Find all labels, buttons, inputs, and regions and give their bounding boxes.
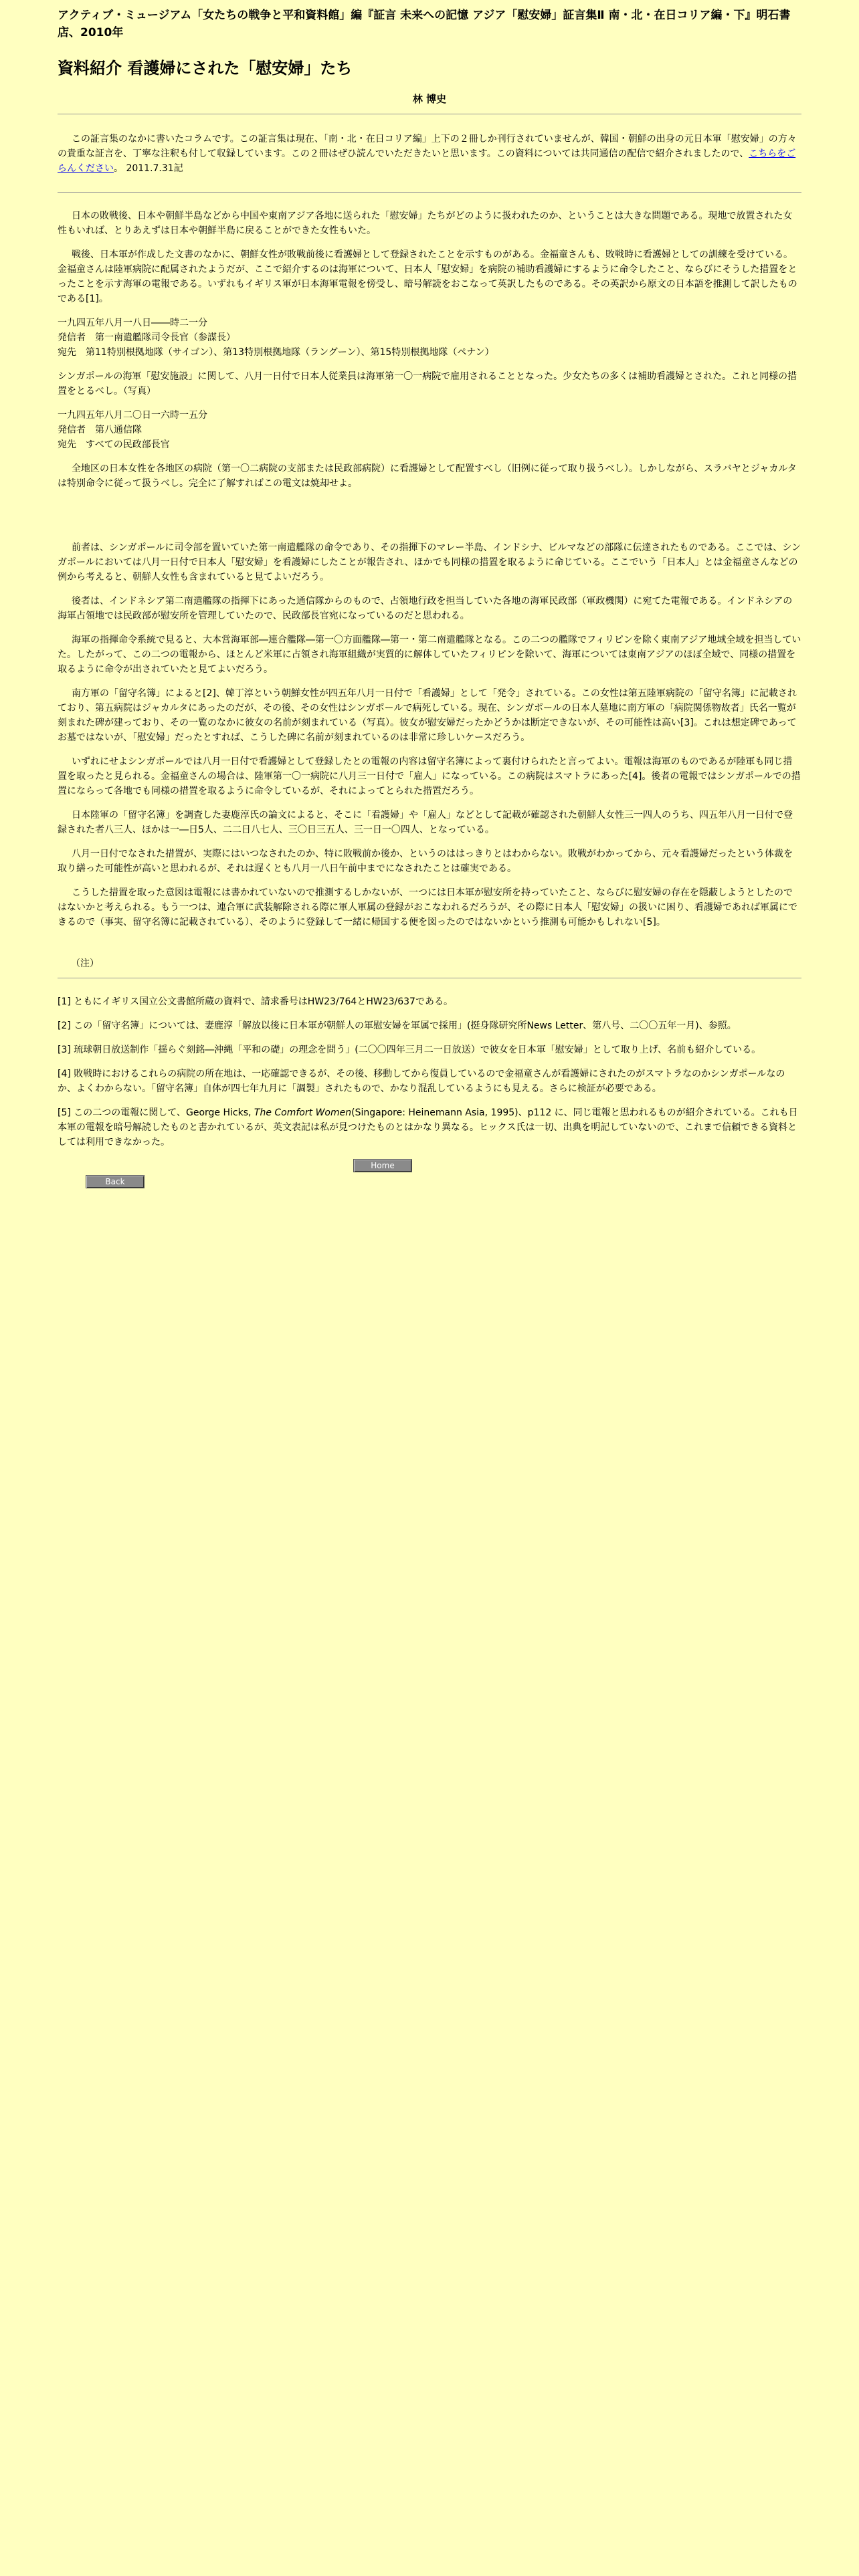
source-citation: アクティブ・ミュージアム「女たちの戦争と平和資料館」編『証言 未来への記憶 アジア「慰安婦」証言集Ⅱ 南・北・在日コリア編・下』明石書店、2010年 (58, 9, 791, 39)
notes-heading: （注） (71, 958, 99, 969)
paragraph-3: 前者は、シンガポールに司令部を置いていた第一南遣艦隊の命令であり、その指揮下のマレー半島、インドシナ、ビルマなどの部隊に伝達されたものである。ここでは、シンガポールにおいては八月一日付で日本人「慰安婦」を看護婦にしたことが報告され、ほかでも同様の措置を取るように命じている。ここでいう「日本人」とは金福童さんなどの例から考えると、朝鮮人女性も含まれていると見てよいだろう。 (58, 542, 801, 582)
intro-paragraph (58, 132, 801, 176)
paragraph-10: こうした措置を取った意図は電報には書かれていないので推測するしかないが、一つには日本軍が慰安所を持っていたこと、ならびに慰安婦の存在を隠蔽しようとしたのではないかと考えられる。もう一つは、連合軍に武装解除される際に軍人軍属の登録がおこなわれるだろうが、その際に日本人「慰安婦」の扱いに困り、看護婦であれば軍属にできるので（事実、留守名簿に記載されている）、そのように登録して一緒に帰国する便を図ったのではないかという推測も可能かもしれない[5]。 (58, 887, 797, 928)
kyodo-article-link[interactable]: こちらをごらんください (58, 148, 796, 174)
paragraph-1: 日本の敗戦後、日本や朝鮮半島などから中国や東南アジア各地に送られた「慰安婦」たちがどのように扱われたのか、ということは大きな問題である。現地で放置された女性もいれば、とりあえずは日本や朝鮮半島に戻ることができた女性もいた。 (58, 211, 793, 236)
paragraph-8: 日本陸軍の「留守名簿」を調査した妻鹿淳氏の論文によると、そこに「看護婦」や「雇人」などとして記載が確認された朝鮮人女性三一四人のうち、四五年八月一日付で登録された者八三人、ほかは一―日5人、二二日八七人、三〇日三五人、三一日一〇四人、となっている。 (58, 810, 793, 835)
page-title: 資料紹介 看護婦にされた「慰安婦」たち (58, 59, 353, 78)
footnote-3: [3] 琉球朝日放送制作「揺らぐ刻銘―沖縄「平和の礎」の理念を問う」(二〇〇四年三月二一日放送）で彼女を日本軍「慰安婦」として取り上げ、名前も紹介している。 (58, 1045, 761, 1055)
footnote-1: [1] ともにイギリス国立公文書館所蔵の資料で、請求番号はHW23/764とHW23/637である。 (58, 996, 453, 1007)
nav-buttons (58, 1159, 801, 1199)
telegram-1-header: 一九四五年八月一八日――時二一分 発信者 第一南遣艦隊司令長官（参謀長） 宛先 第11特別根拠地隊（サイゴン）、第13特別根拠地隊（ラングーン）、第15特別根拠地隊（ペナン） (58, 318, 494, 358)
paragraph-7: いずれにせよシンガポールでは八月一日付で看護婦として登録したとの電報の内容は留守名簿によって裏付けられたと言ってよい。電報は海軍のものであるが陸軍も同じ措置を取ったと見られる。金福童さんの場合は、陸軍第一〇一病院に八月三一日付で「雇人」になっている。この病院はスマトラにあった[4]。後者の電報ではシンガポールでの措置にならって各地でも同様の措置を取るように命令しているが、それによってとられた措置だろう。 (58, 756, 801, 796)
footnote-5-book-title: The Comfort Women (254, 1107, 352, 1118)
back-button[interactable]: Back (86, 1175, 145, 1188)
author-name: 林 博史 (412, 93, 447, 105)
telegram-1-body: シンガポールの海軍「慰安施設」に関して、八月一日付で日本人従業員は海軍第一〇一病院で雇用されることとなった。少女たちの多くは補助看護婦とされた。これと同様の措置をとるべし。（写真） (58, 371, 797, 397)
home-button[interactable]: Home (353, 1159, 412, 1172)
footnote-4: [4] 敗戦時におけるこれらの病院の所在地は、一応確認できるが、その後、移動してから復員しているので金福童さんが看護婦にされたのがスマトラなのかシンガポールなのか、よくわからない。「留守名簿」自体が四七年九月に「調製」されたもので、かなり混乱しているようにも見える。さらに検証が必要である。 (58, 1069, 785, 1094)
paragraph-5: 海軍の指揮命令系統で見ると、大本営海軍部―連合艦隊―第一〇方面艦隊―第一・第二南遣艦隊となる。この二つの艦隊でフィリピンを除く東南アジア地域全域を担当していた。したがって、この二つの電報から、ほとんど米軍に占領され海軍組織が実質的に解体していたフィリピンを除いて、海軍については東南アジアのほぼ全域で、同様の措置を取るように命令が出されていたと見てよいだろう。 (58, 635, 801, 675)
footnote-5-text-b: (Singapore: Heinemann Asia, 1995)、p112 に、同じ電報と思われるものが紹介されている。これも日本軍の電報を暗号解読したものと書かれているが、英文表記は私が見つけたものとはかなり異なる。ヒックス氏は一切、出典を明記していないので、これまで信頼できる資料としては利用できなかった。 (58, 1107, 798, 1148)
paragraph-6: 南方軍の「留守名簿」によると[2]、韓丁淳という朝鮮女性が四五年八月一日付で「看護婦」として「発令」されている。この女性は第五陸軍病院の「留守名簿」に記載されており、第五病院はジャカルタにあったのだが、その後、その女性はシンガポールで病死している。現在、シンガポールの日本人墓地に南方軍の「病院関係物故者」氏名一覧が刻まれた碑が建っており、その一覧のなかに彼女の名前が刻まれている（写真）。彼女が慰安婦だったかどうかは断定できないが、その可能性は高い[3]。これは想定碑であってお墓ではないが、「慰安婦」だったとすれば、こうした碑に名前が刻まれているのは非常に珍しいケースだろう。 (58, 688, 797, 743)
intro-date: 。 2011.7.31記 (114, 163, 183, 174)
telegram-2-body: 全地区の日本女性を各地区の病院（第一〇二病院の支部または民政部病院）に看護婦として配置すべし（旧例に従って取り扱うべし）。しかしながら、スラバヤとジャカルタは特別命令に従って扱うべし。完全に了解すればこの電文は焼却せよ。 (58, 463, 797, 489)
intro-text: この証言集のなかに書いたコラムです。この証言集は現在、「南・北・在日コリア編」上下の２冊しか刊行されていませんが、韓国・朝鮮の出身の元日本軍「慰安婦」の方々の貴重な証言を、丁寧な注釈も付して収録しています。この２冊はぜひ読んでいただきたいと思います。この資料については共同通信の配信で紹介されましたので、 (58, 134, 797, 159)
footnote-5 (58, 1105, 801, 1150)
footnote-2: [2] この「留守名簿」については、妻鹿淳「解放以後に日本軍が朝鮮人の軍慰安婦を軍属で採用」(挺身隊研究所News Letter、第八号、二〇〇五年一月)、参照。 (58, 1021, 737, 1031)
telegram-2-header: 一九四五年八月二〇日一六時一五分 発信者 第八通信隊 宛先 すべての民政部長官 (58, 410, 207, 450)
page (0, 0, 859, 1199)
footnote-5-text-a: [5] この二つの電報に関して、George Hicks, (58, 1107, 254, 1118)
paragraph-9: 八月一日付でなされた措置が、実際にはいつなされたのか、特に敗戦前か後か、というのははっきりとはわからない。敗戦がわかってから、元々看護婦だったという体裁を取り繕った可能性が高いと思われるが、それは遅くとも八月一八日午前中までになされたことは確実である。 (58, 849, 793, 874)
paragraph-4: 後者は、インドネシア第二南遣艦隊の指揮下にあった通信隊からのもので、占領地行政を担当していた各地の海軍民政部（軍政機関）に宛てた電報である。インドネシアの海軍占領地では民政部が慰安所を管理していたので、民政部長官宛になっているのだと思われる。 (58, 596, 793, 621)
paragraph-2: 戦後、日本軍が作成した文書のなかに、朝鮮女性が敗戦前後に看護婦として登録されたことを示すものがある。金福童さんも、敗戦時に看護婦としての訓練を受けている。金福童さんは陸軍病院に配属されたようだが、ここで紹介するのは海軍について、日本人「慰安婦」を病院の補助看護婦にするように命令したこと、ならびにそうした措置をとったことを示す海軍の電報である。いずれもイギリス軍が日本海軍電報を傍受し、暗号解読をおこなって英訳したものである。その英訳から原文の日本語を推測して訳したものである[1]。 (58, 249, 797, 304)
